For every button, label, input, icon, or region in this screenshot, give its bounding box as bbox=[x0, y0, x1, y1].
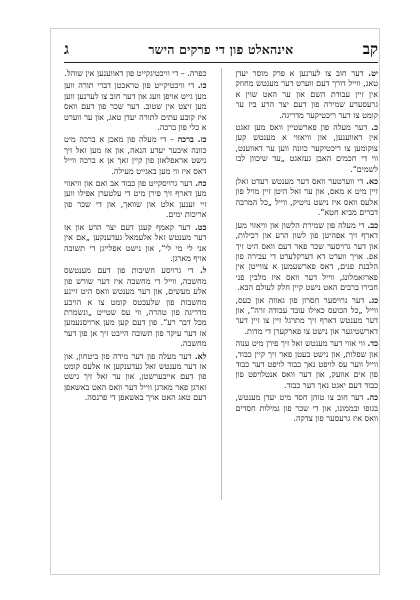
page-header bbox=[64, 40, 378, 60]
section-letter: ג bbox=[64, 40, 69, 58]
paragraph-label: כה. bbox=[366, 392, 378, 403]
paragraph-text: דער גרויסקייט פון כבוד אב ואם און וויאזוי מען דארף זיך פירן מיט די עלטערן אפילו ווען זיי זענען אלט און שוואך, און די שכר פון אריכות ימים. bbox=[64, 179, 207, 220]
paragraph-label: כט. bbox=[194, 221, 207, 232]
paragraph-label: כא. bbox=[366, 176, 378, 187]
paragraph-label: ל. bbox=[199, 265, 207, 276]
paragraph bbox=[64, 351, 207, 404]
running-title bbox=[138, 42, 293, 58]
paragraph-label: כד. bbox=[367, 338, 378, 349]
page-number: קב bbox=[362, 40, 378, 58]
paragraph-label: כ. bbox=[371, 122, 378, 133]
paragraph bbox=[64, 178, 207, 221]
paragraph bbox=[236, 295, 379, 338]
paragraph-text: די וויכטיקייט פון טראכטן דברי תורה ווען מען גייט אויפן וועג און דער חוב צו לערנען ווען מען זיצט אין שטוב. דער שכר פון דעם וואס איז קובע עתים לתורה יעדן טאג, און ער ווערט א כלי פון ברכה. bbox=[64, 81, 207, 133]
paragraph-label: לא. bbox=[194, 350, 207, 361]
paragraph bbox=[236, 176, 379, 219]
paragraph-keyword: ברכה bbox=[177, 134, 194, 145]
paragraph bbox=[64, 68, 207, 79]
paragraph-text: דער גרויסער חסרון פון גאווה און כעס, ווייל „כל הכועס כאילו עובד עבודה זרה“, און דער מענטש דארף זיך מתרגל זיין צו זיין דער דארשטיגער און נישט צו פארקערן די מדות. bbox=[235, 295, 378, 336]
left-column bbox=[64, 68, 207, 500]
paragraph-label: כג. bbox=[368, 294, 378, 305]
paragraph-text: די ווערטער וואס דער מענטש רעדט זאלן זיין מיט א מאס, און ער זאל היטן זיין מויל פון אלעס וואס איז נישט נויטיק, ווייל „כל המרבה דברים מביא חטא“. bbox=[235, 177, 378, 218]
paragraph-text: ווי אזוי דער מענטש זאל זיך פירן מיט ענוה און שפלות, און נישט בעטן פאר זיך קיין כבוד, ווייל ווער עס לויפט נאך כבוד לויפט דער כבוד פון אים אוועק, און דער וואס אנטלויפט פון כבוד דעם יאגט נאך דער כבוד. bbox=[235, 339, 378, 390]
paragraph-text: דער מעלה פון דער מידה פון ביטחון, און אז דער מענטש זאל געדענקען אז אלעס קומט פון דעם אייבערשטן, און ער זאל זיך נישט זארגן פאר מארגן ווייל דער וואס האט באשאפן דעם טאג האט אויך באשאפן די פרנסה. bbox=[64, 351, 207, 403]
header-rule bbox=[64, 62, 378, 63]
paragraph bbox=[64, 80, 207, 133]
paragraph-text: דער חוב צו לערנען א פרק מוסר יעדן טאג, ווייל דורך דעם ווערט דער מענטש מחוזק אין זיין עבודת השם און ער האט שוין א גרעסערע שמירה פון דעם יצר הרע ביז ער קומט צו דער ריכטיקער מדריגה. bbox=[235, 69, 378, 120]
text-columns bbox=[64, 68, 378, 500]
paragraph bbox=[236, 338, 379, 391]
column-divider bbox=[221, 68, 222, 500]
paragraph bbox=[236, 392, 379, 424]
paragraph-label: יט. bbox=[368, 68, 378, 78]
paragraph bbox=[64, 222, 207, 265]
paragraph bbox=[64, 134, 207, 177]
title-text: אינהאלט פון די פרקים bbox=[179, 42, 294, 57]
paragraph-label: כח. bbox=[195, 178, 207, 189]
paragraph bbox=[236, 220, 379, 294]
paragraph-text: כפרה. – די וויכטיגקייט פון דאווענען אין שוהל. bbox=[64, 69, 207, 78]
paragraph-label: כז. bbox=[197, 134, 207, 145]
paragraph bbox=[236, 122, 379, 175]
paragraph-text: דער קאמף קעגן דעם יצר הרע און אז דער מענטש זאל אלעמאל געדענקען „אם אין אני לי מי לי“, און נישט אפלייגן די תשובה אויף מארגן. bbox=[64, 222, 207, 263]
paragraph-text: דער מעלה פון פארשטיין וואס מען זאגט אין דאווענען, און וויאזוי א מענטש קען צוקומען צו ריכטיקער כוונה ווען ער דאווענט, ווי די חכמים האבן געזאגט „עד שיכוון לבו לשמים“. bbox=[235, 123, 378, 174]
paragraph-text: דער חוב צו טוהן חסד מיט יעדן מענטש, בגופו ובממונו, און די שכר פון גמילות חסדים וואס איז גרעסער פון צדקה. bbox=[235, 393, 378, 423]
right-column bbox=[236, 68, 379, 500]
paragraph bbox=[64, 265, 207, 349]
paragraph-text: די מעלה פון שמירת הלשון און וויאזוי מען דארף זיך אפהיטן פון לשון הרע און רכילות, און דער גרויסער שכר פאר דעם וואס היט זיך אפ. אויך ווערט דא דערקלערט די עבירה פון הלבנת פנים, דאס פארשעמען א צווייטן אין פארזאמלונג, ווייל דער וואס איז מלבין פני חבירו ברבים האט נישט קיין חלק לעולם הבא. bbox=[235, 220, 378, 293]
paragraph-label: כו. bbox=[197, 80, 207, 91]
paragraph-text: די גרויסע חשיבות פון דעם מענטשס מחשבה, ווייל די מחשבה איז דער שורש פון אלע מעשים, און דער מענטש וואס היט זיינע מחשבות פון שלעכטס קומט צו א הויכע מדריגה פון טהרה, ווי עס שטייט „ונשמרת מכל דבר רע“. פון דעם קען מען ארויסנעמען אז דער עיקר פון תשובה הייבט זיך אן פון דער מחשבה. bbox=[64, 266, 207, 349]
paragraph-text: – די מעלה פון מאכן א ברכה מיט כוונה איבער יעדע הנאה, און אז מען זאל זיך נישט אראפלאזן פון קיין זאך אן א ברכה ווייל דאס איז ווי מען באגייט מעילה. bbox=[64, 135, 207, 176]
paragraph-label: כב. bbox=[367, 219, 378, 230]
book-name: הישר bbox=[148, 42, 175, 57]
paragraph bbox=[236, 68, 379, 121]
